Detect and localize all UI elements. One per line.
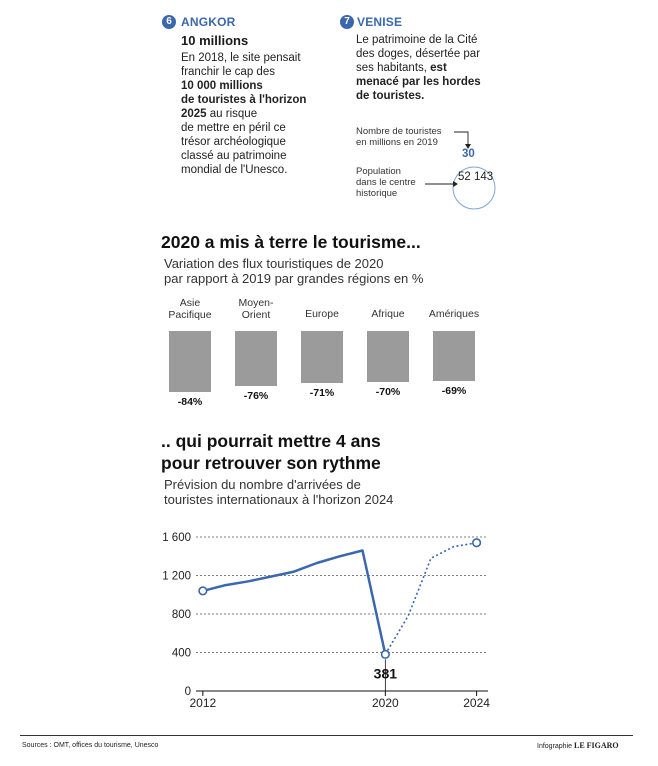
venise-line-part: ses habitants, bbox=[356, 62, 431, 74]
venise-tourists-label-2: en millions en 2019 bbox=[356, 137, 438, 148]
venise-population-label-1: Population bbox=[356, 166, 401, 177]
bar-value-label: -71% bbox=[309, 386, 335, 399]
footer-credit-prefix: Infographie bbox=[537, 743, 573, 750]
angkor-number-badge: 6 bbox=[162, 15, 176, 29]
bar-category-line: Asie bbox=[179, 297, 201, 309]
section1-title: 2020 a mis à terre le tourisme... bbox=[161, 232, 421, 252]
bar-category-line: Moyen- bbox=[238, 297, 274, 309]
footer-credit bbox=[537, 741, 619, 750]
bar-category-line: Europe bbox=[305, 308, 339, 320]
angkor-line: En 2018, le site pensait bbox=[181, 52, 301, 64]
venise-line: des doges, désertée par bbox=[356, 48, 481, 60]
data-point-marker bbox=[382, 651, 390, 659]
y-tick-label: 1 200 bbox=[162, 570, 191, 583]
section2-title-2: pour retrouver son rythme bbox=[161, 453, 381, 473]
x-tick-label: 2020 bbox=[371, 696, 399, 710]
bar-category-line: Orient bbox=[241, 309, 271, 321]
angkor-line: mondial de l'Unesco. bbox=[181, 164, 288, 176]
angkor-line: de touristes à l'horizon bbox=[181, 94, 307, 106]
bar-category-line: Amériques bbox=[428, 308, 480, 320]
footer-brand-logo: LE FIGARO bbox=[573, 741, 619, 750]
angkor-line: franchir le cap des bbox=[181, 66, 275, 78]
venise-line: Le patrimoine de la Cité bbox=[356, 34, 478, 46]
angkor-line: trésor archéologique bbox=[181, 136, 286, 148]
venise-title: VENISE bbox=[357, 15, 403, 29]
angkor-title: ANGKOR bbox=[181, 15, 236, 29]
bar-value-label: -69% bbox=[441, 385, 467, 398]
angkor-line-rest: au risque bbox=[206, 108, 258, 120]
angkor-year: 2025 bbox=[181, 108, 207, 120]
y-tick-label: 1 600 bbox=[162, 532, 191, 544]
x-tick-label: 2024 bbox=[463, 696, 490, 710]
section1-subtitle-1: Variation des flux touristiques de 2020 bbox=[164, 256, 384, 271]
venise-population-label-2: dans le centre bbox=[356, 177, 416, 188]
y-tick-label: 800 bbox=[171, 609, 191, 621]
bar-value-label: -84% bbox=[177, 396, 203, 409]
bar-value-label: -70% bbox=[375, 386, 401, 399]
data-point-marker bbox=[473, 539, 481, 547]
bar-category-line: Pacifique bbox=[168, 309, 212, 321]
annotation-value: 381 bbox=[373, 665, 398, 682]
angkor-line: de mettre en péril ce bbox=[181, 122, 286, 134]
y-tick-label: 0 bbox=[184, 686, 191, 698]
footer-source: Sources : OMT, offices du tourisme, Unesco bbox=[22, 742, 159, 749]
venise-tourists-value: 30 bbox=[462, 148, 475, 160]
bar-value-label: -76% bbox=[243, 390, 269, 403]
angkor-line: classé au patrimoine bbox=[181, 150, 287, 162]
actual-line bbox=[203, 551, 385, 655]
section2-subtitle-1: Prévision du nombre d'arrivées de bbox=[164, 477, 361, 492]
footer-rule bbox=[20, 735, 633, 736]
venise-line: menacé par les hordes bbox=[356, 76, 481, 88]
venise-line-bold: est bbox=[430, 62, 447, 74]
venise-tourists-label-1: Nombre de touristes bbox=[356, 126, 442, 137]
angkor-headline: 10 millions bbox=[181, 33, 249, 48]
angkor-line: 10 000 millions bbox=[181, 80, 263, 92]
section1-subtitle-2: par rapport à 2019 par grandes régions en % bbox=[164, 271, 424, 286]
section2-subtitle-2: touristes internationaux à l'horizon 2024 bbox=[164, 492, 394, 507]
x-tick-label: 2012 bbox=[189, 696, 217, 710]
venise-number-badge: 7 bbox=[340, 15, 354, 29]
venise-population-label-3: historique bbox=[356, 188, 398, 199]
section2-title-1: .. qui pourrait mettre 4 ans bbox=[161, 431, 381, 451]
venise-population-value: 52 143 bbox=[458, 171, 494, 183]
data-point-marker bbox=[199, 587, 207, 595]
bar-category-line: Afrique bbox=[371, 308, 405, 320]
venise-line: de touristes. bbox=[356, 90, 425, 102]
forecast-line bbox=[385, 543, 476, 655]
y-tick-label: 400 bbox=[171, 647, 191, 660]
